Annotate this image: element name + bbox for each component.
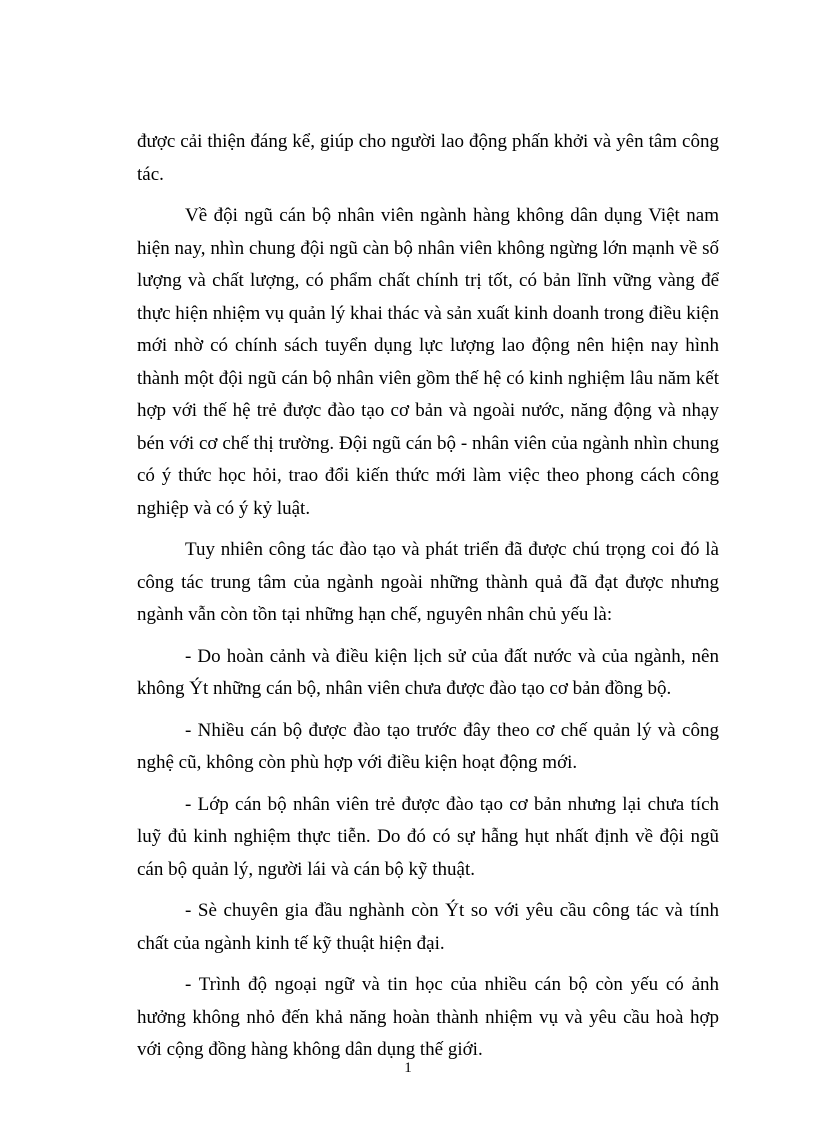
paragraph-2: Về đội ngũ cán bộ nhân viên ngành hàng không dân dụng Việt nam hiện nay, nhìn chung đội ngũ càn bộ nhân viên không ngừng lớn mạnh về số lượng và chất lượng, có phẩm chất chính trị tốt, có bản lĩnh vững vàng để thực hiện nhiệm vụ quản lý khai thác và sản xuất kinh doanh trong điều kiện mới nhờ có chính sách tuyển dụng lực lượng lao động nên hiện nay hình thành một đội ngũ cán bộ nhân viên gồm thế hệ có kinh nghiệm lâu năm kết hợp với thế hệ trẻ được đào tạo cơ bản và ngoài nước, năng động và nhạy bén với cơ chế thị trường. Đội ngũ cán bộ - nhân viên của ngành nhìn chung có ý thức học hỏi, trao đổi kiến thức mới làm việc theo phong cách công nghiệp và có ý kỷ luật.	[137, 205, 719, 519]
bullet-paragraph-4: - Sè chuyên gia đầu nghành còn Ýt so với yêu cầu công tác và tính chất của ngành kinh tế kỹ thuật hiện đại.	[137, 900, 719, 954]
bullet-paragraph-5: - Trình độ ngoại ngữ và tin học của nhiều cán bộ còn yếu có ảnh hưởng không nhỏ đến khả năng hoàn thành nhiệm vụ và yêu cầu hoà hợp với cộng đồng hàng không dân dụng thế giới.	[137, 974, 719, 1060]
paragraph-3: Tuy nhiên công tác đào tạo và phát triển đã được chú trọng coi đó là công tác trung tâm của ngành ngoài những thành quả đã đạt được nhưng ngành vẫn còn tồn tại những hạn chế, nguyên nhân chủ yếu là:	[137, 539, 719, 625]
body-text	[137, 126, 719, 1076]
paragraph-1: được cải thiện đáng kể, giúp cho người lao động phấn khởi và yên tâm công tác.	[137, 131, 719, 185]
bullet-paragraph-2: - Nhiều cán bộ được đào tạo trước đây theo cơ chế quản lý và công nghệ cũ, không còn phù hợp với điều kiện hoạt động mới.	[137, 719, 719, 773]
bullet-paragraph-1: - Do hoàn cảnh và điều kiện lịch sử của đất nước và của ngành, nên không Ýt những cán bộ, nhân viên chưa được đào tạo cơ bản đồng bộ.	[137, 645, 719, 699]
bullet-paragraph-3: - Lớp cán bộ nhân viên trẻ được đào tạo cơ bản nhưng lại chưa tích luỹ đủ kinh nghiệm thực tiễn. Do đó có sự hẫng hụt nhất định về đội ngũ cán bộ quản lý, người lái và cán bộ kỹ thuật.	[137, 793, 719, 880]
page-number: 1	[404, 1060, 412, 1076]
